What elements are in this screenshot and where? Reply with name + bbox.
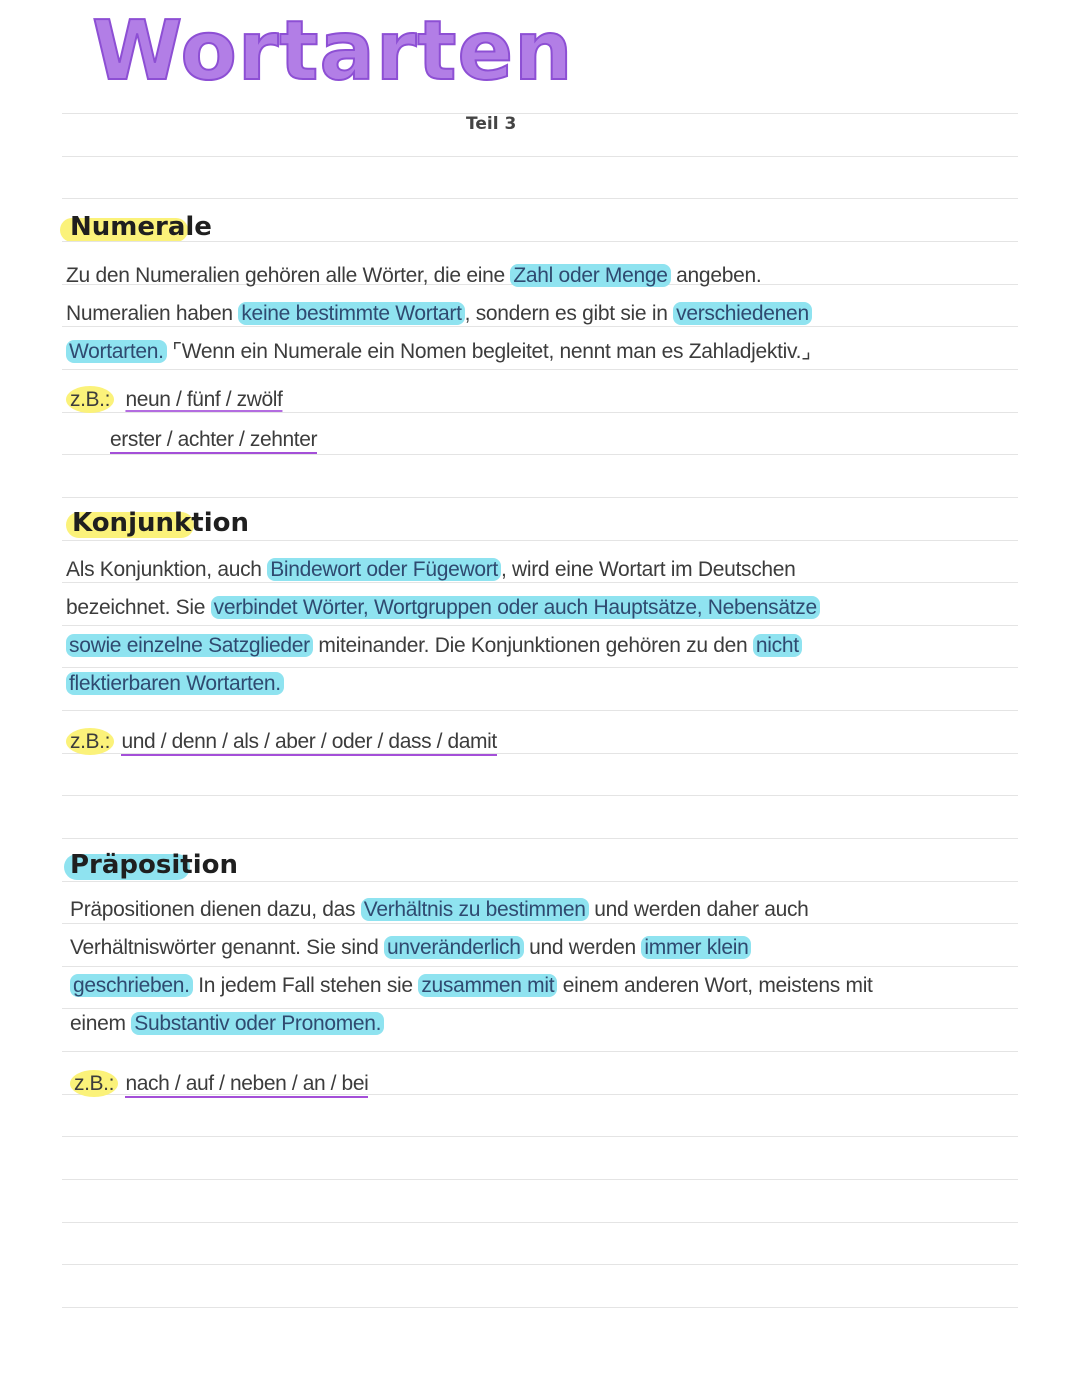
ruled-line xyxy=(62,540,1018,541)
ruled-line xyxy=(62,412,1018,413)
text-line: geschrieben. In jedem Fall stehen sie zusammen mit einem anderen Wort, meistens mit xyxy=(70,967,873,1005)
example-words: neun / fünf / zwölf xyxy=(125,388,283,411)
example-label: z.B.: xyxy=(70,1070,118,1097)
example-numerale xyxy=(66,388,282,412)
highlight: Zahl oder Menge xyxy=(510,264,670,287)
heading-konjunktion-text: Konjunktion xyxy=(72,508,249,538)
ruled-line xyxy=(62,838,1018,839)
ruled-line xyxy=(62,710,1018,711)
text-line: Als Konjunktion, auch Bindewort oder Fügewort , wird eine Wortart im Deutschen xyxy=(66,558,796,581)
text-line: Wortarten. ⌜Wenn ein Numerale ein Nomen begleitet, nennt man es Zahladjektiv.⌟ xyxy=(66,333,812,371)
heading-konjunktion xyxy=(72,508,249,538)
ruled-line xyxy=(62,881,1018,882)
ruled-line xyxy=(62,1222,1018,1223)
example-konjunktion xyxy=(66,730,497,754)
text-line: sowie einzelne Satzglieder miteinander. Die Konjunktionen gehören zu den nicht xyxy=(66,627,820,665)
highlight: Wortarten. xyxy=(66,340,167,363)
text-line: Verhältniswörter genannt. Sie sind unveränderlich und werden immer klein xyxy=(70,929,873,967)
ruled-line xyxy=(62,156,1018,157)
page-title: Wortarten xyxy=(92,4,574,99)
paragraph-konjunktion xyxy=(66,551,820,703)
text-line: Präpositionen dienen dazu, das Verhältnis zu bestimmen und werden daher auch xyxy=(70,898,809,921)
highlight: nicht xyxy=(753,634,802,657)
highlight: Substantiv oder Pronomen. xyxy=(131,1012,384,1035)
highlight: zusammen mit xyxy=(418,974,557,997)
highlight: Verhältnis zu bestimmen xyxy=(361,898,589,921)
text-line: einem Substantiv oder Pronomen. xyxy=(70,1005,873,1043)
highlight: geschrieben. xyxy=(70,974,193,997)
ruled-line xyxy=(62,1136,1018,1137)
ruled-line xyxy=(62,198,1018,199)
example-words: und / denn / als / aber / oder / dass / damit xyxy=(121,730,496,756)
ruled-line xyxy=(62,1179,1018,1180)
paragraph-praeposition xyxy=(70,891,873,1043)
example-label: z.B.: xyxy=(66,386,114,413)
page-subtitle: Teil 3 xyxy=(466,114,517,134)
paragraph-numerale xyxy=(66,257,812,371)
highlight: verschiedenen xyxy=(673,302,812,325)
text-line: Numeralien haben keine bestimmte Wortart , sondern es gibt sie in verschiedenen xyxy=(66,295,812,333)
highlight: keine bestimmte Wortart xyxy=(238,302,464,325)
heading-praeposition xyxy=(70,850,238,880)
example-words: nach / auf / neben / an / bei xyxy=(125,1072,368,1098)
heading-numerale-text: Numerale xyxy=(70,212,212,242)
example-praeposition xyxy=(70,1072,368,1096)
ruled-line xyxy=(62,1051,1018,1052)
example-words: erster / achter / zehnter xyxy=(110,428,317,454)
text-line xyxy=(66,665,820,703)
ruled-line xyxy=(62,1307,1018,1308)
ruled-line xyxy=(62,795,1018,796)
highlight: unveränderlich xyxy=(384,936,524,959)
example-numerale-2 xyxy=(110,428,317,452)
heading-praeposition-text: Präposition xyxy=(70,850,238,880)
text-line: Zu den Numeralien gehören alle Wörter, die eine Zahl oder Menge angeben. xyxy=(66,264,762,287)
heading-numerale xyxy=(70,212,212,242)
highlight: flektierbaren Wortarten. xyxy=(66,672,284,695)
ruled-line xyxy=(62,497,1018,498)
ruled-line xyxy=(62,454,1018,455)
highlight: sowie einzelne Satzglieder xyxy=(66,634,313,657)
ruled-line xyxy=(62,113,1018,114)
highlight: Bindewort oder Fügewort xyxy=(267,558,501,581)
text-line: bezeichnet. Sie verbindet Wörter, Wortgruppen oder auch Hauptsätze, Nebensätze xyxy=(66,589,820,627)
example-label: z.B.: xyxy=(66,728,114,755)
highlight: immer klein xyxy=(641,936,751,959)
highlight: verbindet Wörter, Wortgruppen oder auch Hauptsätze, Nebensätze xyxy=(211,596,820,619)
ruled-line xyxy=(62,1264,1018,1265)
